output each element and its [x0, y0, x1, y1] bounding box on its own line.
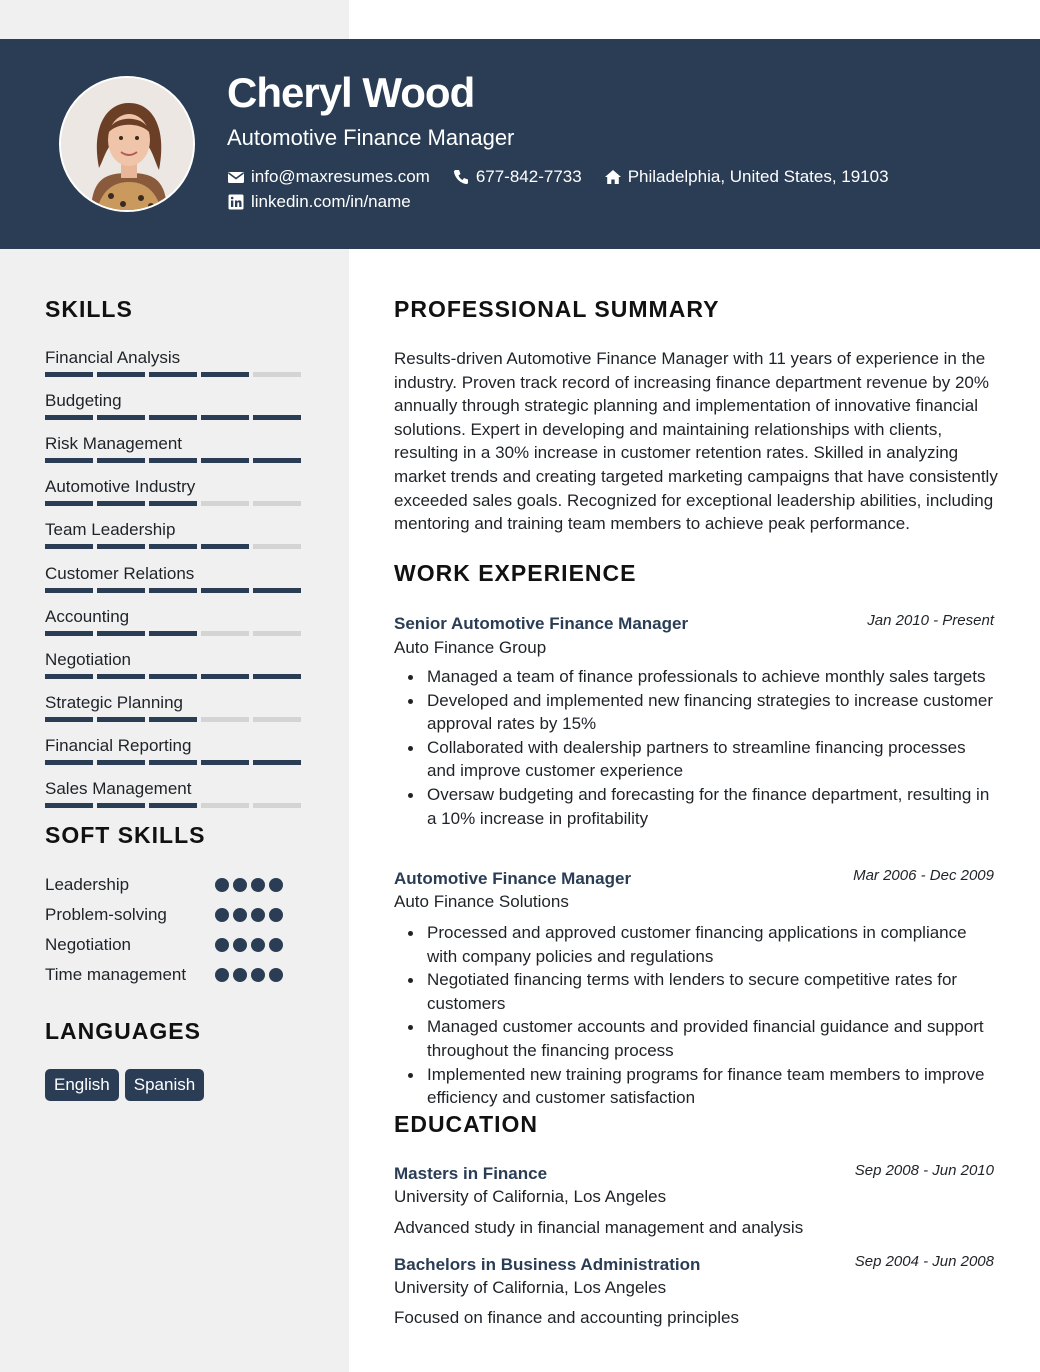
- skill-label: Team Leadership: [45, 520, 176, 540]
- skill-level-segment: [201, 631, 249, 636]
- skill-level-segment: [45, 631, 93, 636]
- skill-level-segment: [253, 760, 301, 765]
- list-item: Oversaw budgeting and forecasting for the finance department, resulting in a 10% increase in profitability: [394, 783, 994, 830]
- rating-dot: [215, 938, 229, 952]
- skill-level-segment: [97, 631, 145, 636]
- skill-item: [45, 692, 305, 722]
- skill-level-bar: [45, 760, 305, 765]
- rating-dot: [269, 968, 283, 982]
- linkedin-text: linkedin.com/in/name: [251, 192, 411, 211]
- skill-level-segment: [97, 717, 145, 722]
- envelope-icon: [227, 168, 245, 186]
- skill-level-segment: [201, 372, 249, 377]
- education-dates: Sep 2008 - Jun 2010: [854, 1162, 994, 1179]
- education-heading: EDUCATION: [394, 1111, 539, 1137]
- languages-list: [45, 1069, 204, 1101]
- skill-level-segment: [97, 803, 145, 808]
- skill-level-bar: [45, 501, 305, 506]
- skill-level-segment: [97, 588, 145, 593]
- rating-dot: [251, 968, 265, 982]
- skill-level-segment: [45, 372, 93, 377]
- skill-level-segment: [45, 415, 93, 420]
- skill-level-segment: [97, 544, 145, 549]
- candidate-name: Cheryl Wood: [227, 69, 475, 116]
- skill-item: [45, 433, 305, 463]
- degree-title: Bachelors in Business Administration: [394, 1255, 701, 1274]
- education-description: Advanced study in financial management and analysis: [394, 1218, 804, 1237]
- skill-level-segment: [253, 544, 301, 549]
- languages-heading: LANGUAGES: [45, 1018, 201, 1044]
- skill-level-segment: [201, 544, 249, 549]
- rating-dot: [251, 938, 265, 952]
- experience-heading: WORK EXPERIENCE: [394, 560, 637, 586]
- skill-level-bar: [45, 372, 305, 377]
- list-item: Managed customer accounts and provided financial guidance and support throughout the financing process: [394, 1015, 994, 1062]
- skill-level-bar: [45, 588, 305, 593]
- skill-label: Strategic Planning: [45, 692, 183, 712]
- skill-label: Budgeting: [45, 391, 122, 411]
- skill-level-segment: [149, 631, 197, 636]
- soft-skills-heading: SOFT SKILLS: [45, 822, 206, 848]
- skill-level-bar: [45, 674, 305, 679]
- skill-label: Financial Analysis: [45, 348, 181, 367]
- skill-level-segment: [149, 803, 197, 808]
- skill-item: [45, 347, 305, 377]
- skill-level-segment: [253, 501, 301, 506]
- contact-email[interactable]: [227, 167, 430, 187]
- skill-level-segment: [201, 674, 249, 679]
- skill-level-segment: [97, 674, 145, 679]
- contact-linkedin[interactable]: [227, 192, 411, 212]
- skill-level-segment: [201, 458, 249, 463]
- skill-item: [45, 606, 305, 636]
- skill-level-segment: [149, 415, 197, 420]
- skill-label: Risk Management: [45, 434, 183, 454]
- skill-level-segment: [253, 674, 301, 679]
- soft-skill-rating: [215, 908, 283, 922]
- contact-phone[interactable]: [452, 167, 582, 187]
- skill-item: [45, 476, 305, 506]
- skill-item: [45, 563, 305, 593]
- contact-row: [227, 167, 889, 187]
- skill-level-bar: [45, 544, 305, 549]
- job-dates: Mar 2006 - Dec 2009: [853, 867, 994, 884]
- skill-level-segment: [149, 372, 197, 377]
- skill-level-segment: [45, 803, 93, 808]
- language-badge: Spanish: [125, 1069, 204, 1101]
- skill-item: [45, 649, 305, 679]
- job-title: Senior Automotive Finance Manager: [394, 614, 689, 633]
- skill-level-segment: [201, 803, 249, 808]
- skill-level-segment: [45, 760, 93, 765]
- list-item: Collaborated with dealership partners to streamline financing processes and improve customer experience: [394, 736, 994, 783]
- skill-level-segment: [253, 717, 301, 722]
- email-text: info@maxresumes.com: [251, 167, 430, 186]
- home-icon: [604, 168, 622, 186]
- phone-text: 677-842-7733: [475, 167, 582, 186]
- soft-skill-item: [45, 872, 295, 897]
- soft-skill-item: [45, 932, 295, 957]
- job-company: Auto Finance Group: [394, 638, 547, 657]
- skill-level-segment: [97, 415, 145, 420]
- avatar: [59, 76, 195, 212]
- skill-level-segment: [97, 501, 145, 506]
- skill-level-bar: [45, 717, 305, 722]
- soft-skill-rating: [215, 968, 283, 982]
- list-item: Negotiated financing terms with lenders to secure competitive rates for customers: [394, 968, 994, 1015]
- rating-dot: [251, 878, 265, 892]
- skill-level-segment: [45, 717, 93, 722]
- skill-level-segment: [201, 588, 249, 593]
- skill-level-segment: [253, 415, 301, 420]
- skill-level-segment: [201, 717, 249, 722]
- job-bullets: [394, 921, 994, 1110]
- list-item: Processed and approved customer financing applications in compliance with company policies and regulations: [394, 921, 994, 968]
- degree-title: Masters in Finance: [394, 1164, 548, 1183]
- skill-level-segment: [201, 760, 249, 765]
- skill-item: [45, 390, 305, 420]
- skill-item: [45, 519, 305, 549]
- skill-level-segment: [149, 588, 197, 593]
- rating-dot: [269, 908, 283, 922]
- skill-level-segment: [201, 415, 249, 420]
- skill-level-segment: [149, 501, 197, 506]
- skill-level-segment: [149, 760, 197, 765]
- skill-label: Negotiation: [45, 649, 132, 669]
- skill-level-segment: [97, 760, 145, 765]
- skill-level-segment: [253, 631, 301, 636]
- list-item: Developed and implemented new financing strategies to increase customer approval rates by 15%: [394, 689, 994, 736]
- skill-label: Customer Relations: [45, 563, 195, 583]
- skill-label: Automotive Industry: [45, 477, 196, 497]
- linkedin-icon: [227, 193, 245, 211]
- skill-level-segment: [45, 674, 93, 679]
- school-name: University of California, Los Angeles: [394, 1278, 667, 1297]
- skill-level-segment: [97, 458, 145, 463]
- skill-level-segment: [149, 674, 197, 679]
- rating-dot: [251, 908, 265, 922]
- skill-level-segment: [45, 588, 93, 593]
- skill-level-segment: [253, 458, 301, 463]
- skill-item: [45, 735, 305, 765]
- skill-level-bar: [45, 415, 305, 420]
- job-dates: Jan 2010 - Present: [867, 612, 994, 629]
- candidate-title: Automotive Finance Manager: [227, 125, 515, 150]
- soft-skill-label: Negotiation: [45, 935, 132, 954]
- skill-level-segment: [201, 501, 249, 506]
- soft-skill-label: Leadership: [45, 875, 130, 894]
- soft-skill-item: [45, 962, 295, 987]
- summary-text: Results-driven Automotive Finance Manager with 11 years of experience in the industry. Proven track record of increasing finance department revenue by 20% annually through strategic planning and implementation of innovative financial solutions. Expert in developing and maintaining relationships with clients, resulting in a 30% increase in customer retention rates. Skilled in analyzing market trends and creating targeted marketing campaigns that have consistently exceeded sales goals. Recognized for exceptional leadership abilities, including mentoring and training team members to achieve peak performance.: [394, 349, 998, 534]
- school-name: University of California, Los Angeles: [394, 1187, 667, 1206]
- skill-label: Accounting: [45, 606, 130, 626]
- contact-location: [604, 167, 889, 187]
- skill-level-segment: [149, 458, 197, 463]
- skill-level-segment: [253, 372, 301, 377]
- contact-row-2: [227, 192, 411, 212]
- soft-skill-label: Problem-solving: [45, 905, 167, 924]
- education-dates: Sep 2004 - Jun 2008: [854, 1253, 994, 1270]
- education-description: Focused on finance and accounting principles: [394, 1308, 739, 1327]
- skill-label: Financial Reporting: [45, 735, 192, 755]
- skill-level-segment: [45, 501, 93, 506]
- phone-icon: [452, 168, 470, 186]
- job-title: Automotive Finance Manager: [394, 869, 632, 888]
- rating-dot: [215, 878, 229, 892]
- rating-dot: [269, 878, 283, 892]
- resume-header: [0, 39, 1040, 249]
- skill-level-segment: [45, 544, 93, 549]
- rating-dot: [233, 878, 247, 892]
- soft-skill-rating: [215, 938, 283, 952]
- summary-heading: PROFESSIONAL SUMMARY: [394, 296, 720, 322]
- soft-skill-item: [45, 902, 295, 927]
- skills-heading: SKILLS: [45, 296, 133, 322]
- soft-skill-rating: [215, 878, 283, 892]
- list-item: Managed a team of finance professionals to achieve monthly sales targets: [394, 665, 994, 689]
- rating-dot: [233, 938, 247, 952]
- skill-level-bar: [45, 458, 305, 463]
- location-text: Philadelphia, United States, 19103: [627, 167, 889, 186]
- rating-dot: [233, 968, 247, 982]
- profile-photo: [61, 78, 195, 212]
- job-bullets: [394, 665, 994, 830]
- skill-level-bar: [45, 803, 305, 808]
- rating-dot: [269, 938, 283, 952]
- job-company: Auto Finance Solutions: [394, 892, 569, 911]
- skill-level-segment: [253, 588, 301, 593]
- skill-level-segment: [149, 717, 197, 722]
- skill-level-segment: [149, 544, 197, 549]
- rating-dot: [215, 968, 229, 982]
- soft-skill-label: Time management: [45, 965, 187, 984]
- rating-dot: [215, 908, 229, 922]
- skill-level-bar: [45, 631, 305, 636]
- skill-level-segment: [45, 458, 93, 463]
- skill-level-segment: [97, 372, 145, 377]
- skill-level-segment: [253, 803, 301, 808]
- rating-dot: [233, 908, 247, 922]
- skill-item: [45, 778, 305, 808]
- skill-label: Sales Management: [45, 779, 192, 798]
- language-badge: English: [45, 1069, 119, 1101]
- list-item: Implemented new training programs for finance team members to improve efficiency and customer satisfaction: [394, 1063, 994, 1110]
